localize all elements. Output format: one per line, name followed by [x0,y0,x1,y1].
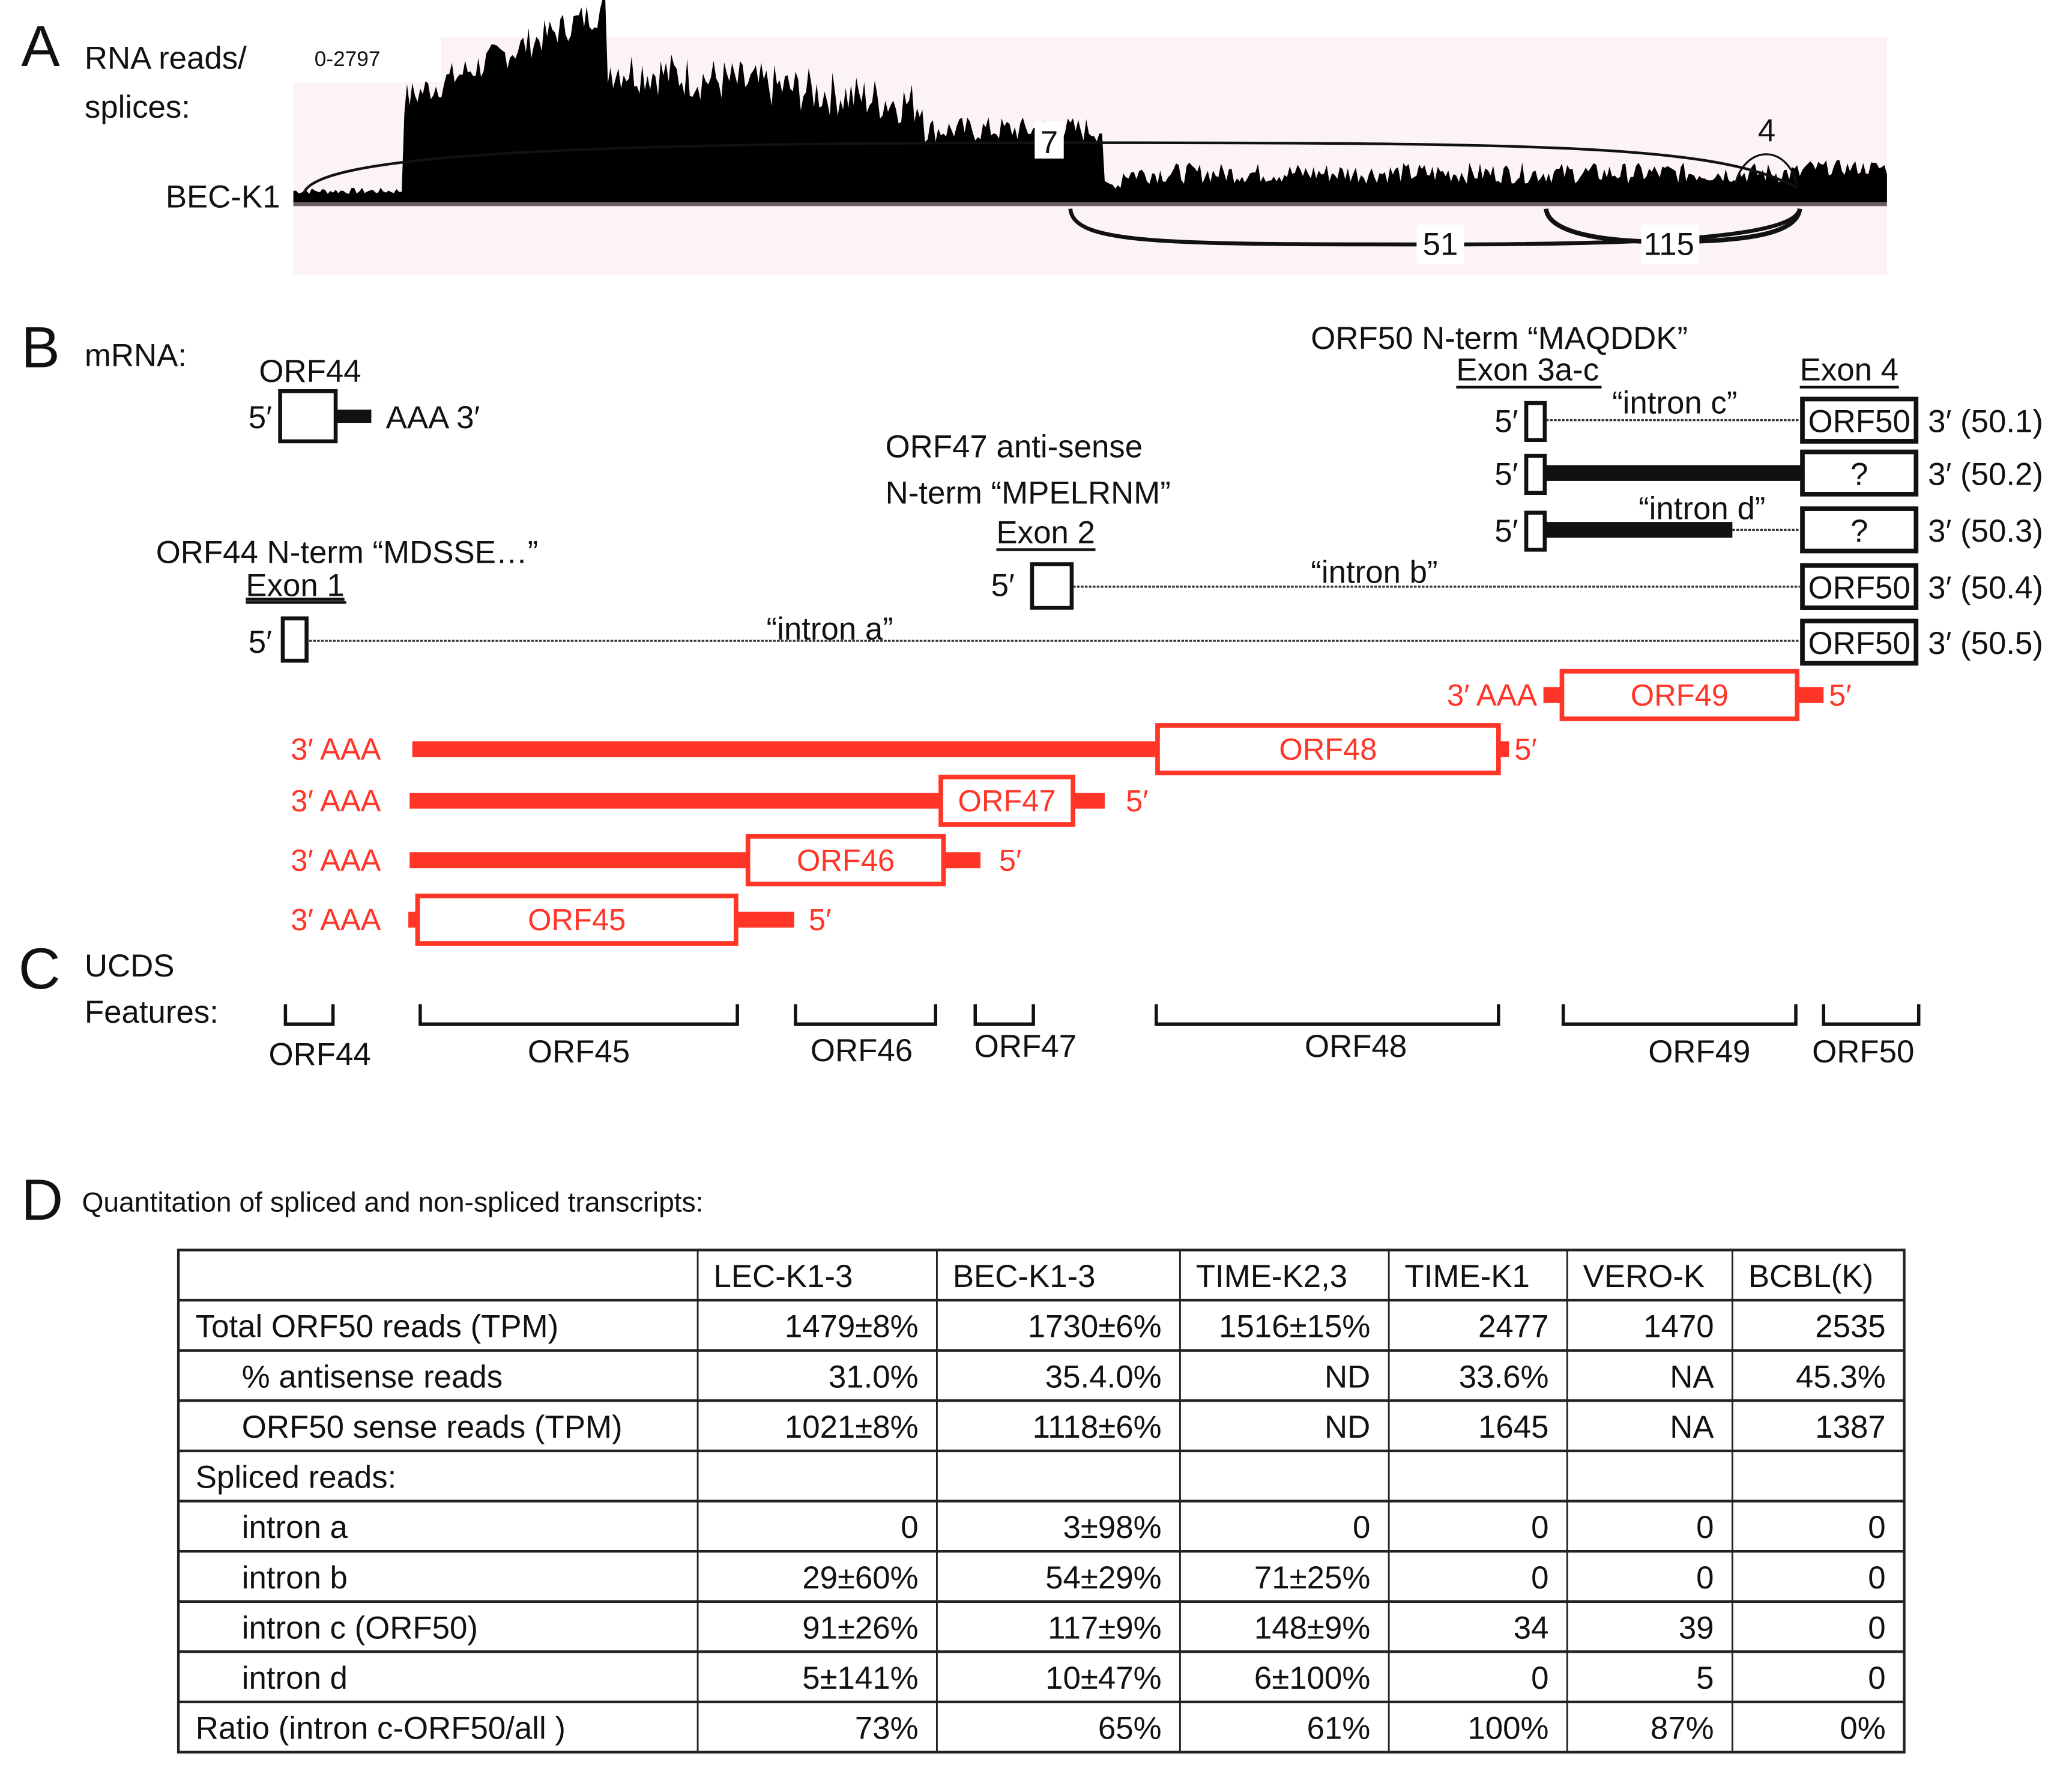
isoform-row [1494,399,2043,441]
table-cell: 29±60% [802,1560,919,1596]
antisense-utr-3 [412,741,1158,757]
panel-a [21,0,1887,275]
exon2-header-line2: N-term “MPELRNM” [885,475,1171,511]
feature-bracket [796,1004,935,1068]
table-cell: 1021±8% [784,1409,919,1445]
table-cell: 1645 [1478,1409,1549,1445]
panel-c-title-line1: UCDS [84,948,175,984]
table-cell: 71±25% [1254,1560,1371,1596]
table-cell: 10±47% [1045,1660,1162,1696]
column-header: LEC-K1-3 [713,1259,853,1295]
panel-c-title-line2: Features: [84,994,219,1031]
panel-d [21,1167,1904,1752]
antisense-transcript [1447,671,1852,719]
exon3-header: ORF50 N-term “MAQDDK” [1311,320,1688,356]
panel-d-letter: D [21,1166,64,1232]
antisense-five-prime: 5′ [1126,783,1149,818]
table-cell: 0 [1531,1510,1549,1546]
splice-count-4: 4 [1757,113,1776,149]
exon4-label: Exon 4 [1799,352,1899,388]
sample-label: BEC-K1 [165,179,280,215]
splice-count-7: 7 [1040,125,1059,161]
table-cell: 0 [1868,1560,1886,1596]
table-cell: 0 [1696,1560,1714,1596]
table-cell: 0 [1531,1660,1549,1696]
column-header: BCBL(K) [1748,1259,1874,1295]
exon3-box [1526,513,1545,550]
isoform-five-prime: 5′ [1494,404,1518,440]
exon3-box [1526,456,1545,493]
range-label: 0-2797 [314,47,381,71]
feature-label: ORF44 [268,1037,371,1073]
table-cell: 1387 [1815,1409,1886,1445]
isoform-row [1494,452,2043,494]
row-label: ORF50 sense reads (TPM) [241,1409,623,1445]
isoform-row [1802,566,2043,608]
panel-b-title: mRNA: [84,338,187,374]
isoform-five-prime: 5′ [1494,513,1518,549]
isoform-row [1494,509,2043,551]
antisense-orf-label: ORF46 [796,843,895,877]
exon4-box-label: ORF50 [1808,404,1910,440]
intron-a-label: “intron a” [766,611,893,647]
table-cell: 54±29% [1045,1560,1162,1596]
table-cell: NA [1670,1359,1714,1395]
bracket-shape [285,1004,333,1024]
antisense-utr-3 [409,852,748,868]
isoform-row [1802,621,2043,663]
table-cell: 1479±8% [784,1309,919,1345]
table-cell: 35.4.0% [1045,1359,1162,1395]
table-cell: 91±26% [802,1610,919,1646]
isoform-id: 3′ (50.2) [1928,456,2043,492]
antisense-utr-5 [1797,687,1823,703]
bracket-shape [1823,1004,1918,1024]
row-label: Total ORF50 reads (TPM) [195,1309,559,1345]
table-cell: 100% [1467,1710,1549,1746]
antisense-five-prime: 5′ [808,903,832,937]
table-cell: ND [1324,1359,1371,1395]
exon4-box-label: ORF50 [1808,626,1910,662]
exon2-label: Exon 2 [996,515,1095,551]
column-header: VERO-K [1583,1259,1705,1295]
exon2-header-line1: ORF47 anti-sense [885,429,1143,465]
table-cell: 5±141% [802,1660,919,1696]
table-cell: 0 [1531,1560,1549,1596]
feature-bracket [1812,1004,1919,1070]
exon1-five-prime: 5′ [248,624,273,660]
feature-label: ORF49 [1648,1034,1751,1070]
antisense-tail: 3′ AAA [291,732,381,767]
orf44-label: ORF44 [259,353,361,389]
retained-intron-bar [1545,465,1801,481]
intron-d-label: “intron d” [1639,491,1766,527]
row-label: Spliced reads: [195,1459,397,1495]
exon3-box [1526,403,1545,440]
panel-d-title: Quantitation of spliced and non-spliced transcripts: [82,1186,704,1218]
antisense-orf-label: ORF49 [1630,677,1729,712]
table-cell: 73% [854,1710,919,1746]
table-cell: 1730±6% [1027,1309,1162,1345]
column-header: TIME-K2,3 [1195,1259,1348,1295]
antisense-utr-3 [1544,687,1562,703]
splice-count-51: 51 [1422,226,1458,262]
bracket-shape [420,1004,737,1024]
feature-label: ORF47 [974,1029,1077,1065]
exon4-box-label: ORF50 [1808,570,1910,606]
feature-label: ORF48 [1305,1029,1407,1065]
intron-c-label: “intron c” [1612,385,1738,421]
table-cell: 6±100% [1254,1660,1371,1696]
antisense-transcript [291,837,1021,884]
orf44-five-prime: 5′ [248,399,273,435]
panel-b [21,315,2043,943]
table-cell: ND [1324,1409,1371,1445]
antisense-transcript [291,725,1537,773]
antisense-orf-label: ORF45 [528,903,626,937]
orf50-isoforms [1494,399,2043,663]
row-label: intron d [241,1660,348,1696]
orf44-utr [336,410,371,423]
table-cell: 0 [901,1510,919,1546]
feature-label: ORF46 [810,1032,913,1068]
antisense-transcript [291,896,831,943]
exon4-box-label: ? [1850,456,1868,492]
exon2-box [1032,565,1072,608]
antisense-transcript [291,777,1149,825]
splice-count-115: 115 [1643,226,1694,262]
table-cell: 45.3% [1795,1359,1886,1395]
exon1-box [283,619,307,661]
table-cell: 31.0% [828,1359,919,1395]
antisense-five-prime: 5′ [1514,732,1537,767]
exon3-label: Exon 3a-c [1456,352,1599,388]
table-cell: 0 [1696,1510,1714,1546]
table-cell: 0 [1868,1660,1886,1696]
row-label: intron c (ORF50) [241,1610,478,1646]
antisense-orf-label: ORF48 [1279,732,1377,767]
isoform-id: 3′ (50.1) [1928,404,2043,440]
exon1-label: Exon 1 [246,568,345,604]
feature-bracket [420,1004,737,1070]
feature-label: ORF45 [527,1034,630,1070]
feature-bracket [1563,1004,1796,1070]
panel-a-title-line2: splices: [84,89,190,125]
table-cell: 65% [1098,1710,1162,1746]
panel-a-letter: A [21,13,60,79]
track-baseline [294,202,1887,207]
table-cell: 0% [1840,1710,1886,1746]
panel-c-letter: C [18,935,61,1001]
antisense-utr-3 [409,793,941,808]
isoform-five-prime: 5′ [1494,456,1518,492]
bracket-shape [1156,1004,1499,1024]
table-cell: 2477 [1478,1309,1549,1345]
orf44-tail: AAA 3′ [385,399,480,435]
table-cell: 0 [1352,1510,1371,1546]
table-cell: 2535 [1815,1309,1886,1345]
table-cell: 5 [1696,1660,1714,1696]
isoform-id: 3′ (50.5) [1928,626,2043,662]
panel-c [19,936,1919,1073]
table-cell: 0 [1868,1510,1886,1546]
table-cell: 1516±15% [1219,1309,1371,1345]
table-cell: 117±9% [1048,1610,1162,1646]
table-cell: 148±9% [1254,1610,1371,1646]
table-cell: NA [1670,1409,1714,1445]
feature-bracket [974,1004,1077,1064]
antisense-tail: 3′ AAA [291,783,381,818]
antisense-utr-5 [736,912,794,927]
exon1-header: ORF44 N-term “MDSSE…” [156,534,539,571]
table-cell: 39 [1678,1610,1714,1646]
intron-b-label: “intron b” [1311,554,1438,590]
row-label: intron a [241,1510,348,1546]
feature-bracket [1156,1004,1499,1064]
isoform-id: 3′ (50.3) [1928,513,2043,549]
row-label: intron b [241,1560,348,1596]
quantitation-table [178,1250,1904,1752]
bracket-shape [1563,1004,1796,1024]
antisense-transcripts [291,671,1851,943]
table-cell: 61% [1306,1710,1371,1746]
antisense-utr-5 [1073,793,1105,808]
table-cell: 0 [1868,1610,1886,1646]
table-cell: 1118±6% [1032,1409,1162,1445]
table-cell: 3±98% [1063,1510,1162,1546]
table-row [196,1460,397,1495]
ucds-features [269,1004,1919,1072]
orf44-box [280,391,336,441]
panel-b-letter: B [21,314,60,380]
feature-label: ORF50 [1812,1034,1915,1070]
feature-bracket [269,1004,371,1072]
bracket-shape [975,1004,1033,1024]
antisense-orf-label: ORF47 [958,783,1056,818]
antisense-five-prime: 5′ [998,843,1022,877]
table-cell: 33.6% [1458,1359,1549,1395]
table-cell: 87% [1650,1710,1714,1746]
antisense-tail: 3′ AAA [291,843,381,877]
column-header: TIME-K1 [1404,1259,1530,1295]
antisense-tail: 3′ AAA [1446,677,1538,712]
column-header: BEC-K1-3 [952,1259,1096,1295]
row-label: % antisense reads [241,1359,503,1395]
bracket-shape [796,1004,935,1024]
exon4-box-label: ? [1850,513,1868,549]
antisense-five-prime: 5′ [1829,677,1852,712]
isoform-id: 3′ (50.4) [1928,570,2043,606]
row-label: Ratio (intron c-ORF50/all ) [195,1710,566,1746]
antisense-utr-5 [943,852,980,868]
panel-a-title-line1: RNA reads/ [84,40,247,76]
antisense-tail: 3′ AAA [291,903,381,937]
exon2-five-prime: 5′ [991,568,1015,604]
table-cell: 1470 [1643,1309,1714,1345]
table-cell: 34 [1513,1610,1549,1646]
